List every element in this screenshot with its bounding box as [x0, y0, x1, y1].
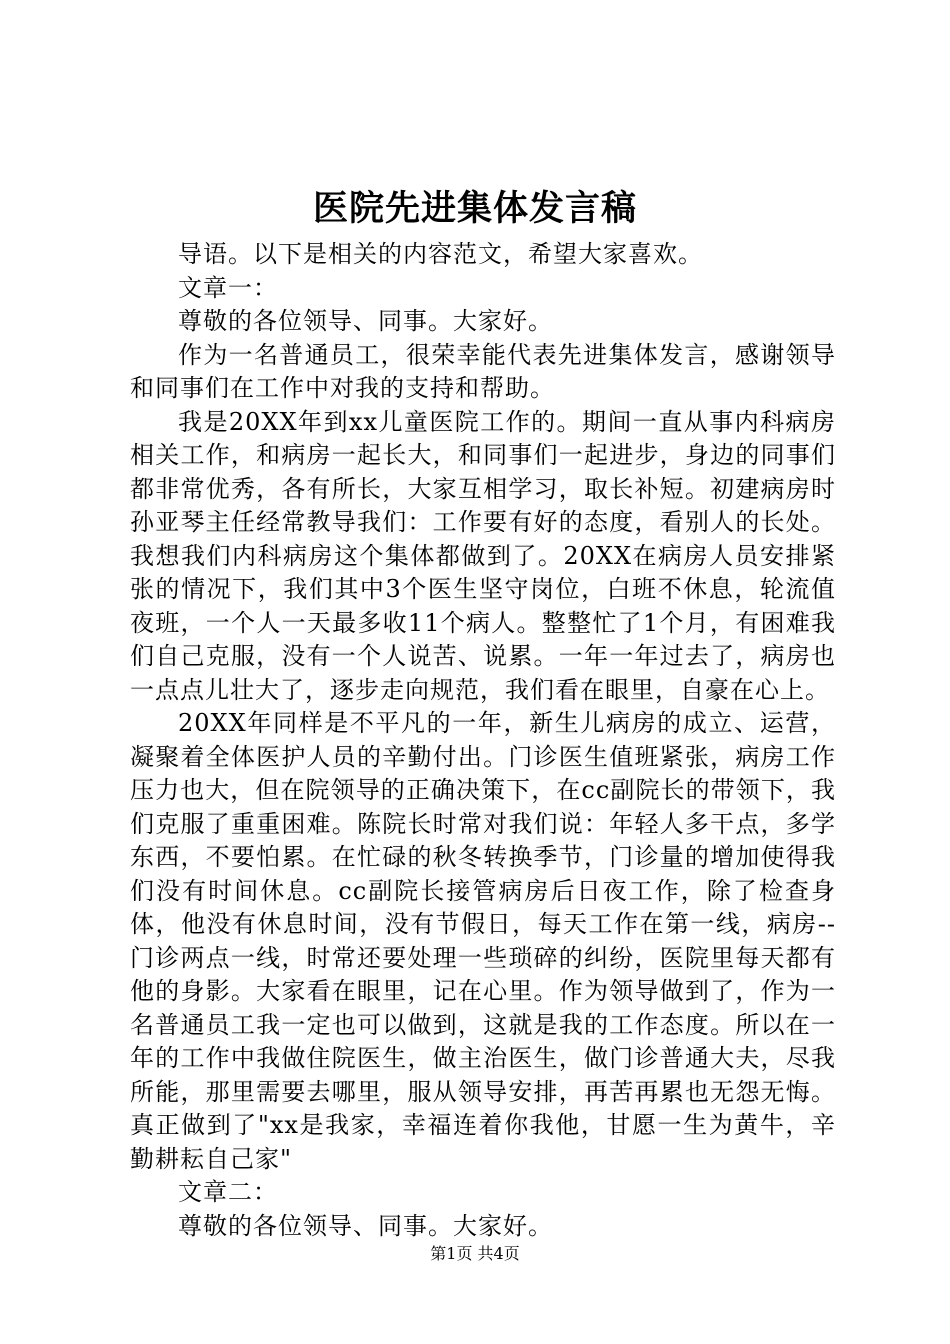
- paragraph-thanks: 作为一名普通员工，很荣幸能代表先进集体发言，感谢领导和同事们在工作中对我的支持和帮助。: [130, 340, 836, 402]
- paragraph-greeting-two: 尊敬的各位领导、同事。大家好。: [178, 1211, 553, 1240]
- paragraph-greeting: 尊敬的各位领导、同事。大家好。: [178, 307, 553, 335]
- document-title: 医院先进集体发言稿: [312, 188, 637, 229]
- paragraph-article-one-heading: 文章一：: [178, 273, 278, 302]
- paragraph-intro: 导语。以下是相关的内容范文，希望大家喜欢。: [178, 240, 703, 268]
- page-footer: 第1页 共4页: [430, 1244, 520, 1263]
- paragraph-new-year: 20XX年同样是不平凡的一年，新生儿病房的成立、运营，凝聚着全体医护人员的辛勤付出。门诊医生值班紧张，病房工作压力也大，但在院领导的正确决策下，在cc副院长的带领下，我们克服了重重困难。陈院长时常对我们说：年轻人多干点，多学东西，不要怕累。在忙碌的秋冬转换季节，门诊量的增加使得我们没有时间休息。cc副院长接管病房后日夜工作，除了检查身体，他没有休息时间，没有节假日，每天工作在第一线，病房--门诊两点一线，时常还要处理一些琐碎的纠纷，医院里每天都有他的身影。大家看在眼里，记在心里。作为领导做到了，作为一名普通员工我一定也可以做到，这就是我的工作态度。所以在一年的工作中我做住院医生，做主治医生，做门诊普通大夫，尽我所能，那里需要去哪里，服从领导安排，再苦再累也无怨无悔。真正做到了"xx是我家，幸福连着你我他，甘愿一生为黄牛，辛勤耕耘自己家": [130, 709, 836, 1173]
- paragraph-history: 我是20XX年到xx儿童医院工作的。期间一直从事内科病房相关工作，和病房一起长大，和同事们一起进步，身边的同事们都非常优秀，各有所长，大家互相学习，取长补短。初建病房时孙亚琴主任经常教导我们：工作要有好的态度，看别人的长处。我想我们内科病房这个集体都做到了。20XX在病房人员安排紧张的情况下，我们其中3个医生坚守岗位，白班不休息，轮流值夜班，一个人一天最多收11个病人。整整忙了1个月，有困难我们自己克服，没有一个人说苦、说累。一年一年过去了，病房也一点点儿壮大了，逐步走向规范，我们看在眼里，自豪在心上。: [130, 407, 836, 704]
- paragraph-article-two-heading: 文章二：: [178, 1178, 278, 1206]
- document-body: [130, 238, 836, 1243]
